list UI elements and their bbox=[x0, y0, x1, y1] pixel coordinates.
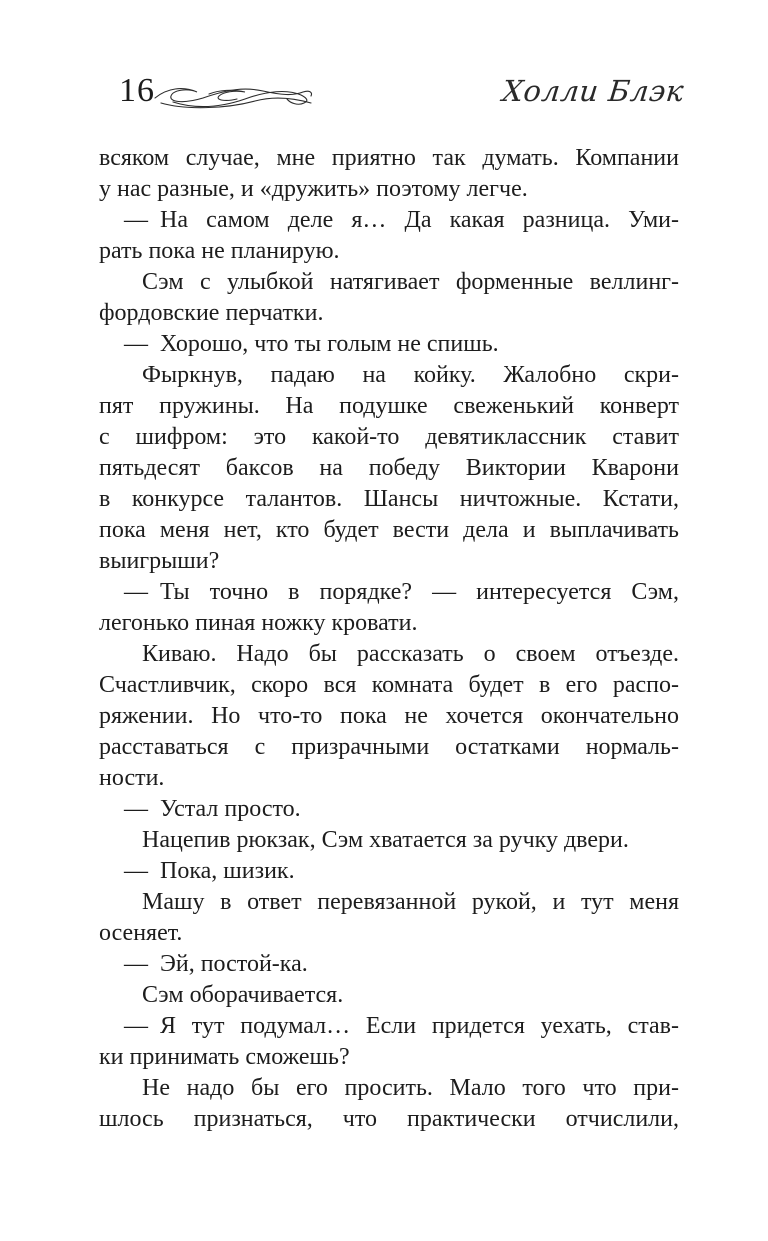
text-line: Фыркнув, падаю на койку. Жалобно скри- bbox=[142, 362, 679, 388]
text-line: у нас разные, и «дружить» поэтому легче. bbox=[99, 176, 528, 202]
text-line: Сэм оборачивается. bbox=[142, 982, 344, 1008]
text-line: — Эй, постой-ка. bbox=[124, 951, 308, 977]
page-number: 16 bbox=[119, 72, 155, 109]
text-line: Киваю. Надо бы рассказать о своем отъезде. bbox=[142, 641, 679, 667]
flourish-ornament-icon bbox=[153, 80, 313, 112]
text-line: — Я тут подумал… Если придется уехать, став- bbox=[124, 1013, 679, 1039]
text-line: пят пружины. На подушке свеженький конверт bbox=[99, 393, 679, 419]
book-text bbox=[99, 143, 679, 1135]
text-line: с шифром: это какой-то девятиклассник ставит bbox=[99, 424, 679, 450]
text-line: рать пока не планирую. bbox=[99, 238, 340, 264]
text-line: Машу в ответ перевязанной рукой, и тут меня bbox=[142, 889, 679, 915]
text-line: пятьдесят баксов на победу Виктории Кварони bbox=[99, 455, 679, 481]
text-line: — Устал просто. bbox=[124, 796, 301, 822]
running-head-author: Холли Блэк bbox=[500, 74, 686, 108]
text-line: фордовские перчатки. bbox=[99, 300, 324, 326]
text-line: Не надо бы его просить. Мало того что при- bbox=[142, 1075, 679, 1101]
text-line: расставаться с призрачными остатками нормаль- bbox=[99, 734, 679, 760]
text-line: ки принимать сможешь? bbox=[99, 1044, 350, 1070]
text-line: ряжении. Но что-то пока не хочется окончательно bbox=[99, 703, 679, 729]
text-line: Сэм с улыбкой натягивает форменные веллинг- bbox=[142, 269, 679, 295]
text-line: ности. bbox=[99, 765, 165, 791]
text-line: — На самом деле я… Да какая разница. Уми- bbox=[124, 207, 679, 233]
page-header bbox=[0, 0, 768, 130]
text-line: — Ты точно в порядке? — интересуется Сэм, bbox=[124, 579, 679, 605]
text-line: — Хорошо, что ты голым не спишь. bbox=[124, 331, 499, 357]
text-line: Нацепив рюкзак, Сэм хватается за ручку двери. bbox=[142, 827, 629, 853]
text-line: выигрыши? bbox=[99, 548, 220, 574]
text-line: пока меня нет, кто будет вести дела и выплачивать bbox=[99, 517, 679, 543]
text-line: — Пока, шизик. bbox=[124, 858, 295, 884]
text-line: в конкурсе талантов. Шансы ничтожные. Кстати, bbox=[99, 486, 679, 512]
text-line: осеняет. bbox=[99, 920, 183, 946]
text-line: Счастливчик, скоро вся комната будет в его распо- bbox=[99, 672, 679, 698]
text-line: легонько пиная ножку кровати. bbox=[99, 610, 418, 636]
text-line: всяком случае, мне приятно так думать. Компании bbox=[99, 145, 679, 171]
text-line: шлось признаться, что практически отчислили, bbox=[99, 1106, 679, 1132]
